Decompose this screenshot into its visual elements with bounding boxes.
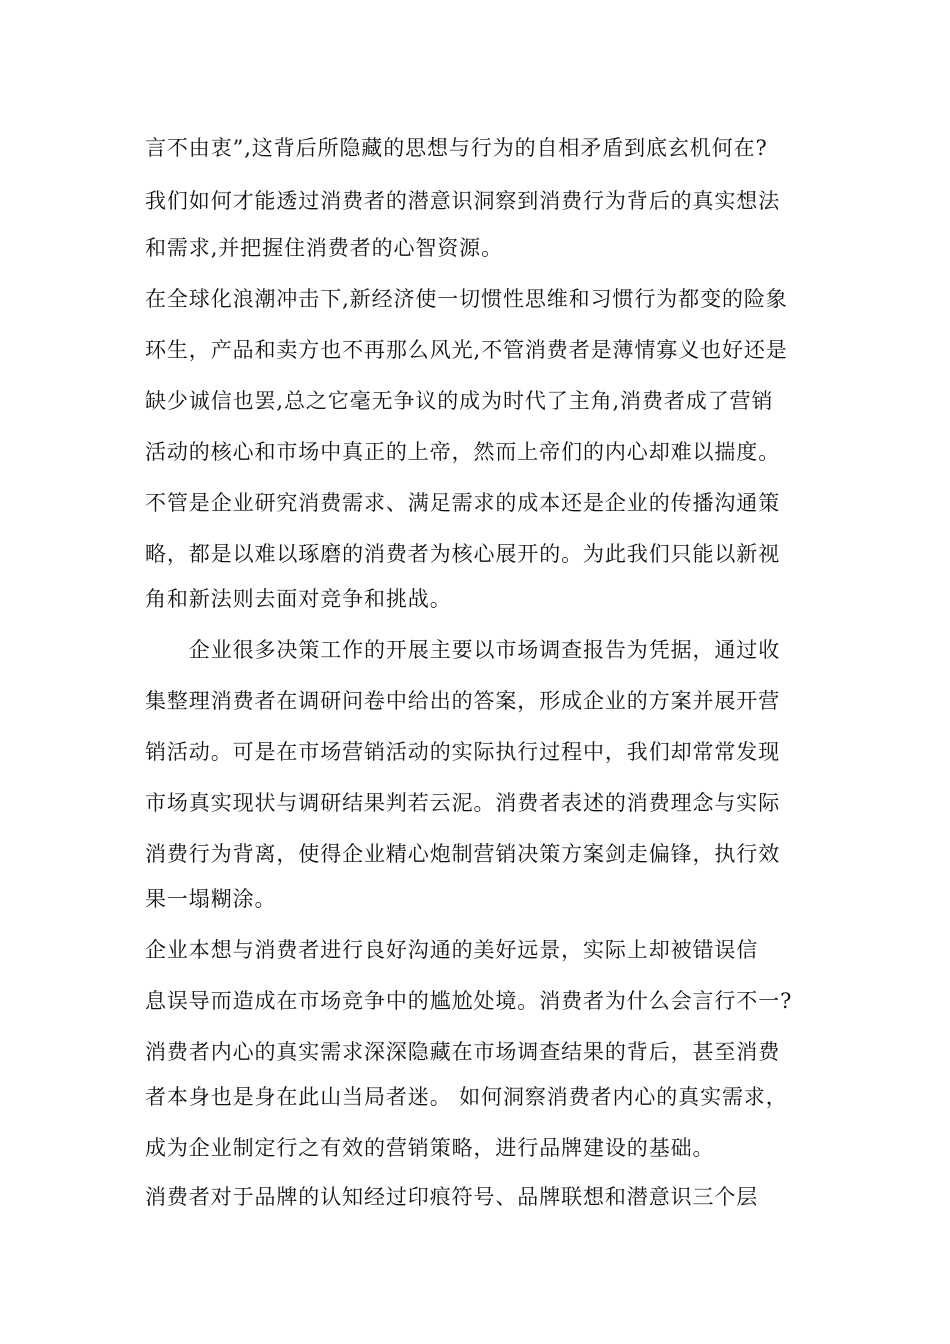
text-line: 和需求,并把握住消费者的心智资源。 — [145, 236, 503, 260]
text-line: 我们如何才能透过消费者的潜意识洞察到消费行为背后的真实想法 — [145, 189, 781, 213]
text-line: 息误导而造成在市场竞争中的尴尬处境。消费者为什么会言行不一? — [145, 989, 793, 1013]
text-line: 集整理消费者在调研问卷中给出的答案，形成企业的方案并展开营 — [145, 689, 781, 713]
text-line: 果一塌糊涂。 — [145, 887, 277, 911]
text-line: 销活动。可是在市场营销活动的实际执行过程中，我们却常常发现 — [145, 740, 781, 764]
text-line: 环生，产品和卖方也不再那么风光,不管消费者是薄情寡义也好还是 — [145, 338, 788, 362]
text-line: 消费行为背离，使得企业精心炮制营销决策方案剑走偏锋，执行效 — [145, 842, 781, 866]
text-line: 企业本想与消费者进行良好沟通的美好远景，实际上却被错误信 — [145, 938, 759, 962]
text-line: 缺少诚信也罢,总之它毫无争议的成为时代了主角,消费者成了营销 — [145, 389, 774, 413]
text-line: 消费者对于品牌的认知经过印痕符号、品牌联想和潜意识三个层 — [145, 1185, 759, 1209]
text-line: 略，都是以难以琢磨的消费者为核心展开的。为此我们只能以新视 — [145, 542, 781, 566]
text-line: 成为企业制定行之有效的营销策略，进行品牌建设的基础。 — [145, 1136, 715, 1160]
text-line: 者本身也是身在此山当局者迷。 如何洞察消费者内心的真实需求， — [145, 1085, 788, 1109]
text-line: 市场真实现状与调研结果判若云泥。消费者表述的消费理念与实际 — [145, 791, 781, 815]
text-line: 角和新法则去面对竞争和挑战。 — [145, 587, 452, 611]
text-line: 在全球化浪潮冲击下,新经济使一切惯性思维和习惯行为都变的险象 — [145, 287, 788, 311]
text-line: 消费者内心的真实需求深深隐藏在市场调查结果的背后，甚至消费 — [145, 1040, 781, 1064]
text-line: 言不由衷”,这背后所隐藏的思想与行为的自相矛盾到底玄机何在? — [145, 136, 768, 160]
text-line: 不管是企业研究消费需求、满足需求的成本还是企业的传播沟通策 — [145, 491, 781, 515]
text-line: 企业很多决策工作的开展主要以市场调查报告为凭据，通过收 — [145, 638, 781, 662]
text-line: 活动的核心和市场中真正的上帝，然而上帝们的内心却难以揣度。 — [145, 440, 781, 464]
